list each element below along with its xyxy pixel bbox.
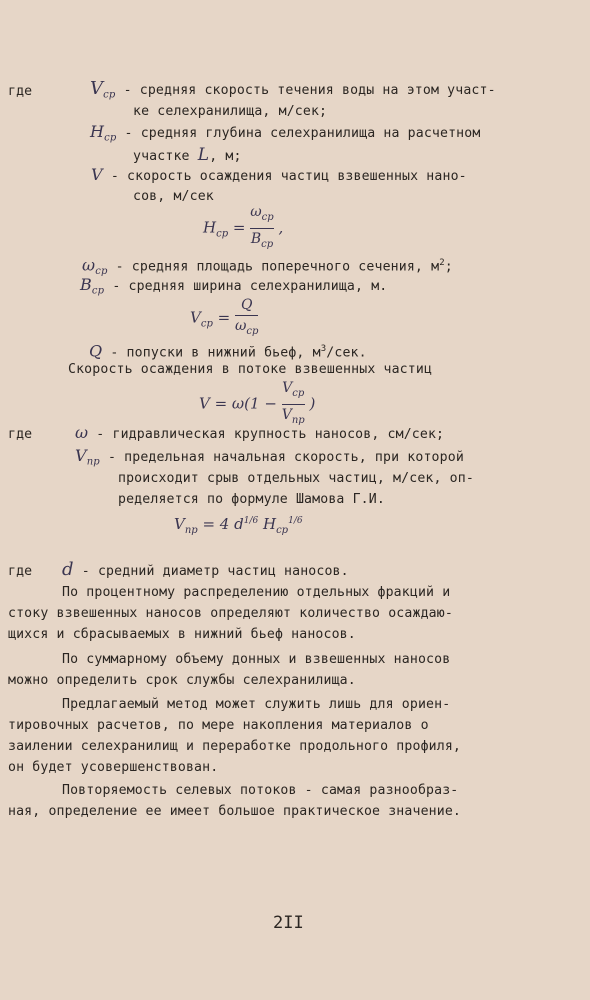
definition-line: $B_{ср}$ - средняя ширина селехранилища, м. bbox=[80, 275, 388, 297]
definition-line: $\omega_{ср}$ - средняя площадь поперечного сечения, $м^2$; bbox=[82, 255, 453, 278]
definition-line: ω - гидравлическая крупность наносов, см/сек; bbox=[75, 423, 445, 442]
paragraph-line: Повторяемость селевых потоков - самая разнообраз- bbox=[62, 783, 459, 798]
text-line: ределяется по формуле Шамова Г.И. bbox=[118, 492, 385, 507]
formula-shamov: $V_{пр} = 4$ $d^{1/6}$ $H_{ср}^{1/6}$ bbox=[174, 515, 303, 536]
text-line: происходит срыв отдельных частиц, м/сек, оп- bbox=[118, 471, 474, 486]
label-where-2: где bbox=[8, 427, 33, 442]
paragraph-line: Предлагаемый метод может служить лишь для ориен- bbox=[62, 697, 451, 712]
text-line: ке селехранилища, м/сек; bbox=[133, 104, 328, 119]
definition-line: Q - попуски в нижний бьеф, $м^3$/сек. bbox=[89, 341, 367, 361]
paragraph-line: ная, определение ее имеет большое практическое значение. bbox=[8, 804, 462, 819]
paragraph-line: заилении селехранилищ и переработке продольного профиля, bbox=[8, 739, 462, 754]
paragraph-line: По суммарному объему донных и взвешенных наносов bbox=[62, 652, 451, 667]
label-where-3: где bbox=[8, 564, 33, 579]
definition-line: d - средний диаметр частиц наносов. bbox=[62, 559, 349, 580]
formula-settling: V = ω(1 − $\frac{V_{ср}}{V_{пр}}$ ) bbox=[199, 380, 316, 426]
text-line: сов, м/сек bbox=[133, 189, 214, 204]
text-line: Скорость осаждения в потоке взвешенных частиц bbox=[68, 362, 433, 377]
formula-depth: $H_{ср}$ = $\frac{\omega_{ср}}{B_{ср}}$ , bbox=[203, 204, 284, 250]
paragraph-line: тировочных расчетов, по мере накопления материалов о bbox=[8, 718, 429, 733]
paragraph-line: он будет усовершенствован. bbox=[8, 760, 219, 775]
label-where-1: где bbox=[8, 84, 33, 99]
paragraph-line: По процентному распределению отдельных фракций и bbox=[62, 585, 451, 600]
formula-velocity: $V_{ср}$ = $\frac{Q}{\omega_{ср}}$ bbox=[190, 297, 259, 337]
text-line: участке L, м; bbox=[133, 145, 242, 165]
symbol-v: V bbox=[90, 78, 104, 99]
paragraph-line: стоку взвешенных наносов определяют количество осаждаю- bbox=[8, 606, 453, 621]
definition-line: $H_{ср}$ - средняя глубина селехранилища на расчетном bbox=[90, 122, 481, 144]
page-number: 2II bbox=[273, 913, 304, 933]
definition-line: $V_{пр}$ - предельная начальная скорость, при которой bbox=[75, 446, 464, 468]
paragraph-line: можно определить срок службы селехранилища. bbox=[8, 673, 356, 688]
paragraph-line: щихся и сбрасываемых в нижний бьеф наносов. bbox=[8, 627, 356, 642]
definition-line: $V_{ср}$ - средняя скорость течения воды на этом участ- bbox=[90, 78, 496, 101]
definition-line: V - скорость осаждения частиц взвешенных нано- bbox=[91, 165, 467, 184]
